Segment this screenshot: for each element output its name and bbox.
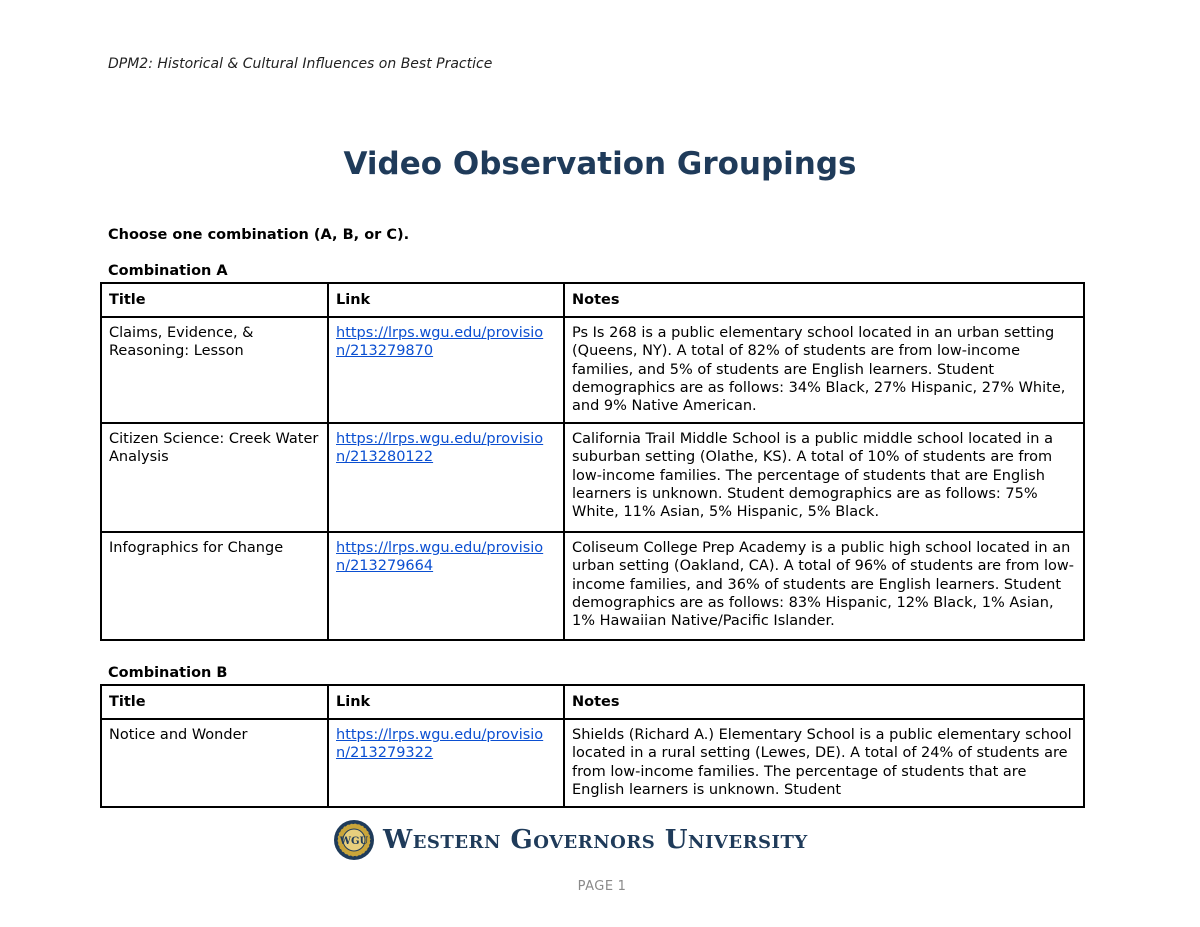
video-link[interactable]: https://lrps.wgu.edu/provision/213280122 (336, 431, 544, 466)
video-link[interactable]: https://lrps.wgu.edu/provision/213279322 (336, 727, 544, 762)
table-row (101, 317, 1084, 423)
school-notes: California Trail Middle School is a public middle school located in a suburban setting (Olathe, KS). A total of 10% of students are from low-income families. The percentage of students that are English learners is unknown. Student demographics are as follows: 75% White, 11% Asian, 5% Hispanic, 5% Black. (564, 423, 1084, 532)
video-link[interactable]: https://lrps.wgu.edu/provision/213279664 (336, 540, 544, 575)
combination-a-heading: Combination A (108, 263, 228, 279)
column-header-title: Title (101, 685, 328, 719)
column-header-link: Link (328, 685, 564, 719)
school-notes: Ps Is 268 is a public elementary school located in an urban setting (Queens, NY). A total of 82% of students are from low-income families, and 5% of students are English learners. Student demographics are as follows: 34% Black, 27% Hispanic, 27% White, and 9% Native American. (564, 317, 1084, 423)
video-title: Notice and Wonder (101, 719, 328, 807)
table-row (101, 423, 1084, 532)
university-wordmark (383, 825, 808, 855)
column-header-notes: Notes (564, 685, 1084, 719)
video-title: Citizen Science: Creek Water Analysis (101, 423, 328, 532)
instruction-text: Choose one combination (A, B, or C). (108, 227, 410, 243)
video-link[interactable]: https://lrps.wgu.edu/provision/213279870 (336, 325, 544, 360)
document-header: DPM2: Historical & Cultural Influences on Best Practice (108, 56, 493, 72)
university-seal-icon (333, 819, 375, 861)
school-notes: Coliseum College Prep Academy is a public high school located in an urban setting (Oakland, CA). A total of 96% of students are from low-income families, and 36% of students are English learners. Student demographics are as follows: 83% Hispanic, 12% Black, 1% Asian, 1% Hawaiian Native/Pacific Islander. (564, 532, 1084, 640)
page-label: PAGE (577, 879, 614, 894)
seal-text: WGU (339, 836, 369, 847)
combination-a-table (100, 282, 1085, 641)
page-number-value: 1 (617, 879, 627, 894)
video-title: Infographics for Change (101, 532, 328, 640)
column-header-notes: Notes (564, 283, 1084, 317)
combination-b-table (100, 684, 1085, 808)
wgu-logo (333, 818, 843, 862)
column-header-title: Title (101, 283, 328, 317)
table-header-row (101, 685, 1084, 719)
combination-b-heading: Combination B (108, 665, 228, 681)
table-header-row (101, 283, 1084, 317)
video-title: Claims, Evidence, & Reasoning: Lesson (101, 317, 328, 423)
column-header-link: Link (328, 283, 564, 317)
page-title: Video Observation Groupings (343, 146, 857, 182)
university-name: Western Governors University (383, 825, 808, 855)
table-row (101, 719, 1084, 807)
page-number (0, 879, 1200, 894)
school-notes: Shields (Richard A.) Elementary School is a public elementary school located in a rural setting (Lewes, DE). A total of 24% of students are from low-income families. The percentage of students that are English learners is unknown. Student (564, 719, 1084, 807)
table-row (101, 532, 1084, 640)
